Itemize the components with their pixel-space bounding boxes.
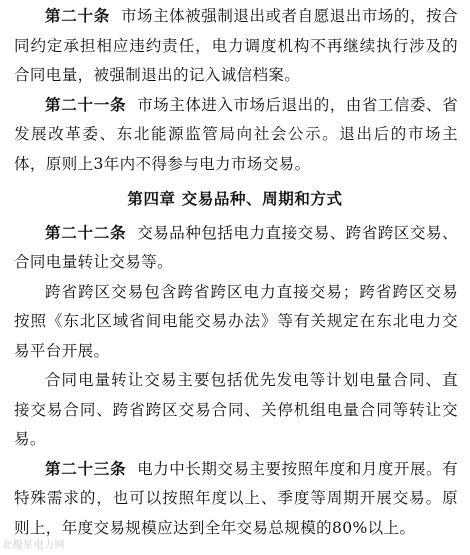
article-21 xyxy=(0,91,470,180)
article-text: 交易品种包括电力直接交易、跨省跨区交易、合同电量转让交易等。 xyxy=(14,223,458,271)
article-label: 第二十三条 xyxy=(45,459,127,478)
paragraph-cross-region: 跨省跨区交易包含跨省跨区电力直接交易；跨省跨区交易按照《东北区域省间电能交易办法》等有关规定在东北电力交易平台开展。 xyxy=(14,282,458,360)
article-label: 第二十一条 xyxy=(45,95,127,114)
article-text: 市场主体被强制退出或者自愿退出市场的，按合同约定承担相应违约责任，电力调度机构不再继续执行涉及的合同电量，被强制退出的记入诚信档案。 xyxy=(14,7,459,84)
watermark: 北极星电力网 xyxy=(2,540,65,551)
article-22 xyxy=(0,219,470,278)
article-label: 第二十条 xyxy=(45,7,111,25)
article-20 xyxy=(0,2,470,91)
chapter-heading: 第四章 交易品种、周期和方式 xyxy=(127,190,343,208)
article-text: 市场主体进入市场后退出的，由省工信委、省发展改革委、东北能源监管局向社会公示。退出后的市场主体，原则上3年内不得参与电力市场交易。 xyxy=(14,95,458,173)
article-label: 第二十二条 xyxy=(45,223,127,242)
paragraph-contract-transfer: 合同电量转让交易主要包括优先发电等计划电量合同、直接交易合同、跨省跨区交易合同、关停机组电量合同等转让交易。 xyxy=(14,371,458,448)
article-text: 电力中长期交易主要按照年度和月度开展。有特殊需求的，也可以按照年度以上、季度等周期开展交易。原则上，年度交易规模应达到全年交易总规模的80%以上。 xyxy=(14,459,458,537)
article-23 xyxy=(0,455,470,544)
